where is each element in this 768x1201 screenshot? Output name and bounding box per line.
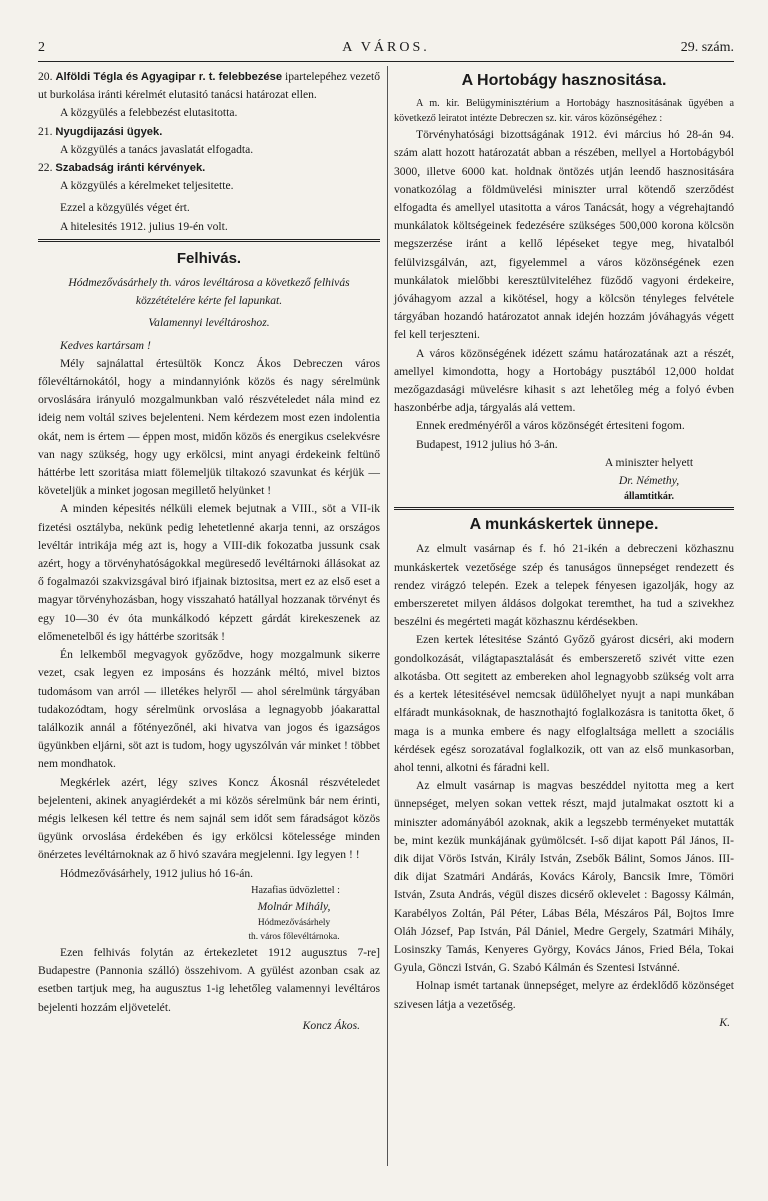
felhivas-intro: Hódmezővásárhely th. város levéltárosa a következő felhivás közzétételére kérte fel lapunkat. [68, 276, 350, 308]
felhivas-greeting: Hazafias üdvözlettel : [251, 884, 340, 896]
hortobagy-intro: A m. kir. Belügyminisztérium a Hortobágy hasznositásának ügyében a következő leiratot intézte Debreczen sz. kir. város közönségéhez : [394, 98, 734, 125]
munkaskertek-paragraph-2: Ezen kertek létesitése Szántó Győző gyárost dicséri, aki modern gondolkozását, világtapasztalását és emberszerető szivét vitte ezen alkotásba. Ott segitett az embereken ahol legnagyobb szükség volt arra és a kertek létesitésével nemcsak üdülőhelyet nyujt a napi munkában elfáradt munkásoknak, de hasznothajtó foglalkozásra is tanitotta őket, ő maga is a munka embere és nagy elfoglaltsága mellett a szociális kérdések egész sorozatával foglalkozik, ott van az első munkasorban, ahol tenni, alkotni és fáradni kell. [394, 633, 734, 774]
felhivas-date: Hódmezővásárhely, 1912 julius hó 16-án. [60, 866, 254, 880]
agenda-item-20-decision: A közgyülés a felebbezést elutasitotta. [60, 106, 238, 120]
hortobagy-date: Budapest, 1912 julius hó 3-án. [416, 437, 558, 451]
felhivas-signer-2: Koncz Ákos. [302, 1018, 360, 1032]
header-rule [38, 61, 734, 62]
hortobagy-paragraph-3: Ennek eredményéről a város közönségét értesiteni fogom. [416, 419, 685, 433]
hortobagy-signature: A miniszter helyett Dr. Némethy, államtitkár. [604, 455, 694, 503]
agenda-item-22-decision: A közgyülés a kérelmeket teljesitette. [60, 179, 234, 193]
hortobagy-paragraph-2: A város közönségének idézett számu határozatának azt a részét, amellyel kimondotta, hogy a Hortobágy pusztából 12,000 holdat mezőgazdasági müvelésre kihasit s azt lehetőleg még a folyó évben haszonbérbe adja, tárgyalás alá vettem. [394, 346, 734, 415]
section-rule-2 [394, 507, 734, 510]
left-column [38, 68, 380, 1035]
newspaper-title: A VÁROS. [342, 40, 430, 55]
felhivas-paragraph-4: Megkérlek azért, légy szives Koncz Ákosnál részvételedet bejelenteni, akinek anyagiérdekét a mi közös sérelmünk bár nem érinti, mégis lelkesen kél tettre és nem sajnál sem időt sem fáradságot közös ügyünk orvoslása érdekében és igy erkölcsi kötelessége minden önérzetes levéltárnoknak az ő hivó szavára megjelenni. Igy legyen ! ! [38, 775, 380, 862]
felhivas-paragraph-3: Én lelkemből megvagyok győződve, hogy mozgalmunk sikerre vezet, csak legyen ez imposáns és hozzánk méltó, mivel biztos tudomásom van arról — illetékes helyről — ahol sérelmünk tárgyában tudakozódtam, hogy sérelmünk orvoslása a legnagyobb jóakarattal találkozik annál a főtényezőnél, aki hivatva van jogos és igazságos ügyünkben eljárni, söt azt is tudom, hogy ugyszólván vár minket ! többet nem mondhatok. [38, 648, 380, 771]
munkaskertek-signature: K. [719, 1015, 730, 1029]
munkaskertek-paragraph-3: Az elmult vasárnap is magvas beszéddel nyitotta meg a kert ünnepséget, melyen sokan vettek részt, majd jutalmakat osztott ki a miniszter adományából azoknak, akik a legszebb terményeket mutatták be, mint kezük munkájának gyümölcsét. I-ső dijat kapott Pál János, II-dik dijat Vörös István, Király István, Zsebők Bálint, Somos János. III-dik dijat Szatmári Andárás, Kovács Károly, Bancsik Imre, Tömöri István, Zsuta András, végül diszes dicsérő oklevelet : Bagossy Kálmán, Karabélyos Zoltán, Pál Péter, Lábas Béla, Mészáros Pál, Bojtos Imre Oláh József, Pap István, Pál Dániel, Medre Gergely, Szatmári Mihály, Losinszky Tamás, Kenyeres György, Kovács János, Fried Béla, Tokai Gyula, Gönczi István, G. Szabó Kálmán és Szentesi Istvánné. [394, 779, 734, 975]
column-divider [387, 66, 388, 1166]
munkaskertek-paragraph-4: Holnap ismét tartanak ünnepséget, melyre az érdeklődő közönséget szivesen látja a vezetőség. [394, 979, 734, 1011]
munkaskertek-title: A munkáskertek ünnepe. [469, 516, 659, 534]
felhivas-paragraph-5: Ezen felhivás folytán az értekezletet 1912 augusztus 7-re] Budapestre (Pannonia szálló) összehivom. A gyülést azonban csak az esetben tartjuk meg, ha augusztus 1-ig lehetőleg valamennyi levéltáros bejelenti hozzám eljövetelét. [38, 945, 380, 1014]
agenda-item-21: 21. Nyugdijazási ügyek. [38, 124, 163, 138]
hortobagy-paragraph-1: Törvényhatósági bizottságának 1912. évi március hó 28-án 94. szám alatt hozott határozatát abban a részében, mellyel a Hortobágyból 3000, illetve 6000 kat. holdnak öntözés utján leendő hasznositására vonatkozólag a földmüvelési miniszter urral kötendő szerződést elfogadta és amellyel utasitotta a város Tanácsát, hogy a végrehajtandó munkálatok költségeinek fedezésére szükséges 500,000 korona kölcsön megszerzése iránt a kellő lépéseket tegye meg, hivatalból felülvizsgálván, azt, figyelemmel a város közönségének ezen munkálatok mielőbbi keresztülviteléhez füződő vagyoni érdekeire, jóváhagyom azzal a kikötésel, hogy a kölcsön tényleges felvétele tárgyában hozandó határozatot annak idején hozzám jóváhagyás végett fel kell terjeszteni. [394, 128, 734, 342]
felhivas-paragraph-1: Mély sajnálattal értesültök Koncz Ákos Debreczen város főlevéltárnokától, hogy a mindannyiónk közös és nagy sérelmünk orvoslására irányuló mozgalmunkban való részvételedet nála mind ez ideig nem voltál szives bejelenteni. Nem kérdezem most ezen indolentia okát, nem is értem — éppen most, midőn közös és energikus cselekvésre van nagy szükség, hogy ugy erkölcsi, mint anyagi érdekeink feltünő háttérbe lett szoritása miatt fölemeljük tiltakozó szavunkat és kérjük — követeljük a minket jogosan megillető helyünket ! [38, 356, 380, 498]
authentication-note: A hitelesités 1912. julius 19-én volt. [60, 219, 228, 233]
agenda-item-20: 20. Alföldi Tégla és Agyagipar r. t. felebbezése ipartelepéhez vezető ut burkolása iránti kérelmét elutasitó tanácsi határozat ellen. [38, 70, 381, 102]
issue-number: 29. szám. [680, 40, 734, 55]
felhivas-salutation: Kedves kartársam ! [60, 338, 151, 352]
felhivas-addressee: Valamennyi levéltároshoz. [148, 316, 270, 330]
page-number: 2 [38, 40, 45, 55]
agenda-item-22: 22. Szabadság iránti kérvények. [38, 161, 206, 175]
felhivas-title: Felhivás. [176, 249, 242, 267]
munkaskertek-paragraph-1: Az elmult vasárnap és f. hó 21-ikén a debreczeni közhasznu munkáskertek vezetősége szép és tanuságos ünnepséget rendezett és rendez virágzó telepén. Ezek a telepek fényesen igazolják, hogy az emberszeretet milyen áldásos dolgokat teremthet, ha tud a szivekhez beszélni és megérteti magát közhasznu kérdésekben. [394, 542, 734, 629]
hortobagy-title: A Hortobágy hasznositása. [461, 72, 667, 89]
meeting-closing: Ezzel a közgyülés véget ért. [60, 201, 190, 215]
section-rule [38, 239, 380, 242]
felhivas-signature: Molnár Mihály, Hódmezővásárhely th. város főlevéltárnoka. [248, 899, 340, 942]
right-column [394, 68, 734, 1032]
agenda-item-21-decision: A közgyülés a tanács javaslatát elfogadta. [60, 142, 254, 156]
felhivas-paragraph-2: A minden képesités nélküli elemek bejutnak a VIII., söt a VII-ik fizetési osztályba, nekünk pedig lehetetlenné akarja tenni, az országos levéltár intrikája még azt is, hogy a VIII-dik fokozatba jussunk csak azért, hogy a törvényhatóságokkal megüresedő levéltárnoki állásokat az ő fogalmazói szakvizsgával biró ifjainak biztositsa, mert ez az első eset a magyar törvényhozásban, hogy visszaható hatállyal hozzanak törvényt és egy 10—30 év óta munkálkodó képzett gárdát kirekeszenek az előmenetelből és igy háttérbe szoritsák ! [38, 502, 380, 643]
page-header [38, 40, 734, 62]
